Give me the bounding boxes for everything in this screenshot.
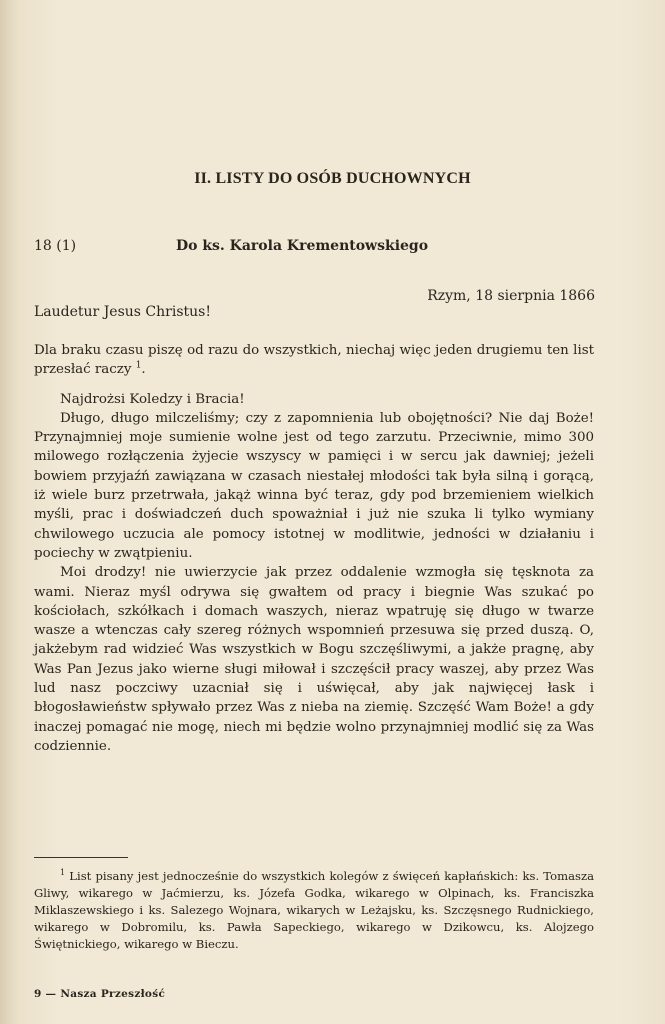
footnote [34,868,594,953]
paragraph-2: Moi drodzy! nie uwierzycie jak przez oddalenie wzmogła się tęsknota za wami. Nieraz myśl odrywa się gwałtem od pracy i biegnie Was szukać po kościołach, szkółkach i domach waszych, nieraz wpatruję się długo w twarze wasze a wtenczas cały szereg różnych wspomnień przesuwa się przed duszą. O, jakżebym rad widzieć Was wszystkich w Bogu szczęśliwymi, a jakże pragnę, aby Was Pan Jezus jako wierne sługi miłował i szczęścił pracy waszej, aby przez Was lud nasz poczciwy uzacniał się i uświęcał, aby jak najwięcej łask i błogosławieństw spływało przez Was z nieba na ziemię. Szczęść Wam Boże! a gdy inaczej pomagać nie mogę, niech mi będzie wolno przynajmniej modlić się za Was codziennie. [34,565,594,754]
intro-end: . [141,362,146,378]
place-date: Rzym, 18 sierpnia 1866 [427,288,595,304]
intro-paragraph [34,341,594,380]
greeting: Najdrożsi Koledzy i Bracia! [60,391,245,407]
paragraph-1: Długo, długo milczeliśmy; czy z zapomnienia lub obojętności? Nie daj Boże! Przynajmniej moje sumienie wolne jest od tego zarzutu. Przeciwnie, mimo 300 milowego rozłączenia żyjecie wszyscy w pamięci i w sercu jak dawniej; jeżeli bowiem przyjaźń zawiązana w czasach niestałej młodości tak była silną i gorącą, iż wiele burz przetrwała, jakąż winna być teraz, gdy pod brzemieniem wielkich myśli, prac i doświadczeń duch spoważniał i już nie szuka li tylko wymiany chwilowego uczucia ale pomocy istotnej w modlitwie, jedności w działaniu i pociechy w zwątpieniu. [34,410,594,561]
letter-recipient: Do ks. Karola Krementowskiego [176,238,429,254]
footnote-divider [34,857,128,858]
intro-text: Dla braku czasu piszę od razu do wszystkich, niechaj więc jeden drugiemu ten list przesłać raczy [34,343,594,378]
footnote-text: List pisany jest jednocześnie do wszystkich kolegów z święceń kapłańskich: ks. Tomasza Gliwy, wikarego w Jaćmierzu, ks. Józefa Godka, wikarego w Olpinach, ks. Franciszka Miklaszewskiego i ks. Salezego Wojnara, wikarych w Leżajsku, ks. Szczęsnego Rudnickiego, wikarego w Dobromilu, ks. Pawła Sapeckiego, wikarego w Dzikowcu, ks. Alojzego Świętnickiego, wikarego w Bieczu. [34,869,594,951]
footnote-reference: 1 [135,360,142,371]
letter-number: 18 (1) [34,238,77,254]
letter-body [34,341,594,756]
footnote-number: 1 [60,868,66,878]
chapter-title: II. LISTY DO OSÓB DUCHOWNYCH [194,170,471,187]
page-signature: 9 — Nasza Przeszłość [34,988,166,1000]
salutation: Laudetur Jesus Christus! [34,304,211,320]
